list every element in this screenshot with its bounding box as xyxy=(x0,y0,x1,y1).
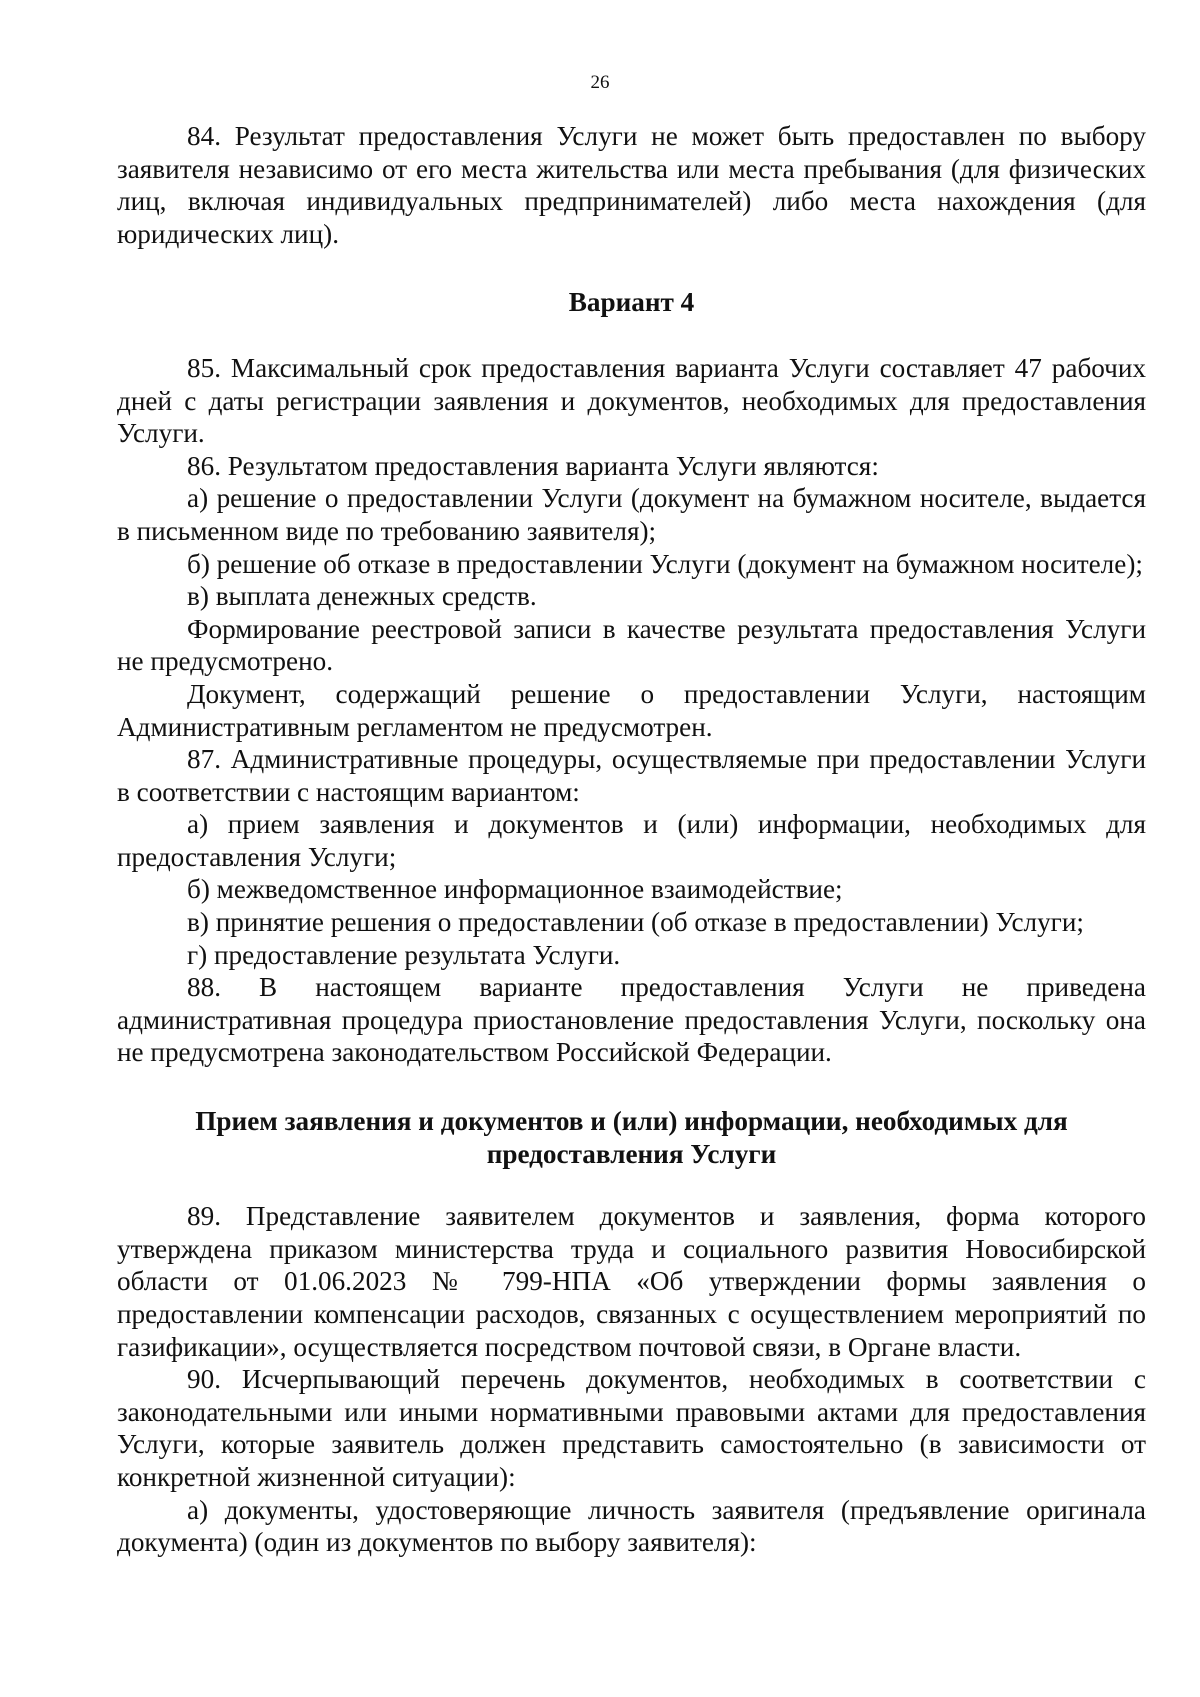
paragraph-87-b: б) межведомственное информационное взаимодействие; xyxy=(187,874,843,905)
paragraph-86: 86. Результатом предоставления варианта Услуги являются: xyxy=(187,450,879,481)
paragraph-90-a: а) документы, удостоверяющие личность заявителя (предъявление оригинала документа) (один из документов по выбору заявителя): xyxy=(117,1494,1146,1558)
paragraph-90: 90. Исчерпывающий перечень документов, необходимых в соответствии с законодательными или иными нормативными правовыми актами для предоставления Услуги, которые заявитель должен представить самостоятельно (в зависимости от конкретной жизненной ситуации): xyxy=(117,1364,1146,1492)
paragraph-registry-record: Формирование реестровой записи в качестве результата предоставления Услуги не предусмотрено. xyxy=(117,613,1146,677)
paragraph-88: 88. В настоящем варианте предоставления Услуги не приведена административная процедура приостановление предоставления Услуги, поскольку она не предусмотрена законодательством Российской Федерации. xyxy=(117,972,1146,1068)
paragraph-89: 89. Представление заявителем документов и заявления, форма которого утверждена приказом министерства труда и социального развития Новосибирской области от 01.06.2023 № 799-НПА «Об утверждении формы заявления о предоставлении компенсации расходов, связанных с осуществлением мероприятий по газификации», осуществляется посредством почтовой связи, в Органе власти. xyxy=(117,1201,1146,1362)
heading-reception: Прием заявления и документов и (или) информации, необходимых для предоставления Услуги xyxy=(195,1106,1068,1169)
paragraph-84: 84. Результат предоставления Услуги не может быть предоставлен по выбору заявителя независимо от его места жительства или места пребывания (для физических лиц, включая индивидуальных предпринимателей) либо места нахождения (для юридических лиц). xyxy=(117,121,1146,249)
heading-variant-4: Вариант 4 xyxy=(568,287,695,318)
paragraph-87: 87. Административные процедуры, осуществляемые при предоставлении Услуги в соответствии с настоящим вариантом: xyxy=(117,744,1146,807)
page-number: 26 xyxy=(590,72,610,93)
document-body xyxy=(117,120,1146,1559)
paragraph-87-a: а) прием заявления и документов и (или) информации, необходимых для предоставления Услуги; xyxy=(117,809,1146,872)
paragraph-decision-document: Документ, содержащий решение о предоставлении Услуги, настоящим Административным регламентом не предусмотрен. xyxy=(117,678,1146,742)
paragraph-87-g: г) предоставление результата Услуги. xyxy=(187,939,621,970)
paragraph-86-b: б) решение об отказе в предоставлении Услуги (документ на бумажном носителе); xyxy=(187,548,1143,579)
paragraph-85: 85. Максимальный срок предоставления варианта Услуги составляет 47 рабочих дней с даты регистрации заявления и документов, необходимых для предоставления Услуги. xyxy=(117,352,1146,449)
paragraph-86-v: в) выплата денежных средств. xyxy=(187,581,537,612)
paragraph-87-v: в) принятие решения о предоставлении (об отказе в предоставлении) Услуги; xyxy=(187,907,1084,938)
paragraph-86-a: а) решение о предоставлении Услуги (документ на бумажном носителе, выдается в письменном виде по требованию заявителя); xyxy=(117,483,1146,546)
